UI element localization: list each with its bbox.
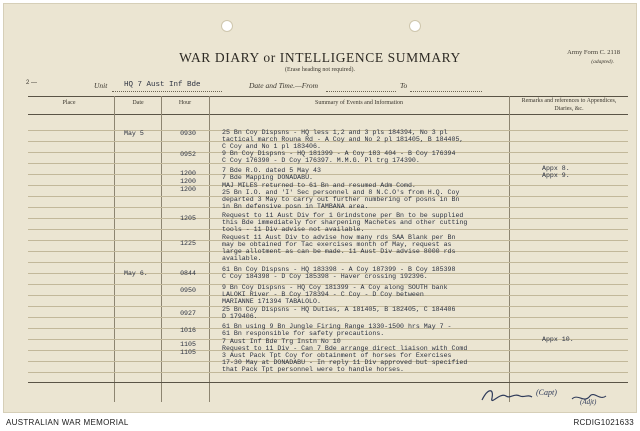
- appendix-ref: Appx 10.: [542, 336, 574, 343]
- hour-cell: 0844: [180, 270, 196, 277]
- header-summary: Summary of Events and Information: [315, 100, 403, 106]
- unit-underline: [112, 91, 222, 92]
- diary-sheet: [3, 3, 637, 413]
- header-place: Place: [62, 100, 76, 106]
- appendix-ref: Appx 9.: [542, 172, 570, 179]
- page-title: WAR DIARY or INTELLIGENCE SUMMARY: [179, 50, 461, 65]
- army-form-note: (adapted).: [591, 59, 614, 65]
- hour-cell: 0930: [180, 130, 196, 137]
- page-subtitle: (Erase heading not required).: [285, 67, 355, 73]
- date-time-label: Date and Time.—From: [249, 81, 319, 90]
- summary-entry: 7 Aust Inf Bde Trg Instn No 10 Request to 11 Div - Can 7 Bde arrange direct liaison with Comd 3 Aust Pack Tpt Coy for obtainment of horses for Exercises 17-30 May at DONADABU - In reply 11 Div approved but specified that Pack Tpt personnel were to handle horses.: [222, 338, 468, 374]
- punch-hole-right: [409, 20, 421, 32]
- punch-hole-left: [221, 20, 233, 32]
- unit-label: Unit: [94, 81, 108, 90]
- summary-entry: 61 Bn using 9 Bn Jungle Firing Range 1330-1500 hrs May 7 - 61 Bn responsible for safety precautions.: [222, 323, 452, 338]
- signature: [474, 384, 614, 408]
- summary-entry: 61 Bn Coy Dispsns - HQ 183398 - A Coy 187399 - B Coy 185398 C Coy 184398 - D Coy 185398 - Haver crossing 192396.: [222, 266, 456, 281]
- summary-entry: 25 Bn I.O. and 'I' Sec personnel and 8 N.C.O's from H.Q. Coy departed 3 May to carry out further numbering of posns in Bn in Bn defensive posn in TAMBANA area.: [222, 189, 460, 211]
- summary-entry: 9 Bn Coy Dispsns - HQ Coy 181399 - A Coy along SOUTH bank LALOKI River - B Coy 178394 - C Coy - D Coy between MARIANNE 171394 TABALOLO.: [222, 284, 448, 306]
- footer-source: AUSTRALIAN WAR MEMORIAL: [6, 418, 129, 427]
- date-cell: May 6.: [124, 270, 148, 277]
- hour-cell: 0950: [180, 287, 196, 294]
- from-underline: [326, 91, 396, 92]
- summary-entry: 7 Bde R.O. dated 5 May 43 7 Bde Mapping DONADABU.: [222, 167, 321, 182]
- hour-cell: 1105: [180, 349, 196, 356]
- hour-cell: 1200: [180, 170, 196, 177]
- appendix-ref: Appx 8.: [542, 165, 570, 172]
- date-cell: May 5: [124, 130, 144, 137]
- hour-cell: 1205: [180, 215, 196, 222]
- signature-role: (Adjt): [580, 398, 597, 406]
- summary-entry: 9 Bn Coy Dispsns - HQ 181399 - A Coy 183 404 - B Coy 176394 C Coy 176390 - D Coy 176397. M.M.G. Pl trg 174390.: [222, 150, 456, 165]
- top-left-mark: 2 —: [26, 80, 38, 86]
- hour-cell: 1105: [180, 341, 196, 348]
- summary-entry: MAJ MILES returned to 61 Bn and resumed Adm Comd.: [222, 182, 416, 189]
- header-date: Date: [132, 100, 144, 106]
- footer-record-id: RCDIG1021633: [573, 418, 634, 427]
- summary-entry: 25 Bn Coy Dispsns - HQ Duties, A 181405, B 182405, C 184406 D 179406.: [222, 306, 456, 321]
- hour-cell: 1200: [180, 178, 196, 185]
- unit-value: HQ 7 Aust Inf Bde: [124, 81, 201, 89]
- to-label: To: [400, 81, 408, 90]
- summary-entry: Request to 11 Aust Div for 1 Grindstone per Bn to be supplied this Bde immediately for sharpening Machetes and other cutting tools - 11 Div advise not available.: [222, 212, 468, 234]
- to-underline: [410, 91, 482, 92]
- hour-cell: 0952: [180, 151, 196, 158]
- hour-cell: 1200: [180, 186, 196, 193]
- table-header-rule: [28, 114, 628, 115]
- hour-cell: 1225: [180, 240, 196, 247]
- signature-rank: (Capt): [536, 388, 557, 397]
- hour-cell: 1016: [180, 327, 196, 334]
- header-hour: Hour: [178, 100, 192, 106]
- summary-entry: Request 11 Aust Div to advise how many rds SAA Blank per Bn may be obtained for Tac exercises month of May, request as large allotment as can be made. 11 Aust Div advise 8000 rds available.: [222, 234, 456, 263]
- header-remarks: Remarks and references to Appendices, Diaries, &c.: [521, 98, 617, 112]
- army-form-label: Army Form C. 2118: [567, 49, 620, 56]
- table-bottom-rule: [28, 382, 628, 383]
- hour-cell: 0927: [180, 310, 196, 317]
- summary-entry: 25 Bn Coy Dispsns - HQ less 1,2 and 3 pls 184394, No 3 pl tactical march Rouna Rd - A Coy and No 2 pl 181405, B 184405, C Coy and No 1 pl 183406.: [222, 129, 464, 151]
